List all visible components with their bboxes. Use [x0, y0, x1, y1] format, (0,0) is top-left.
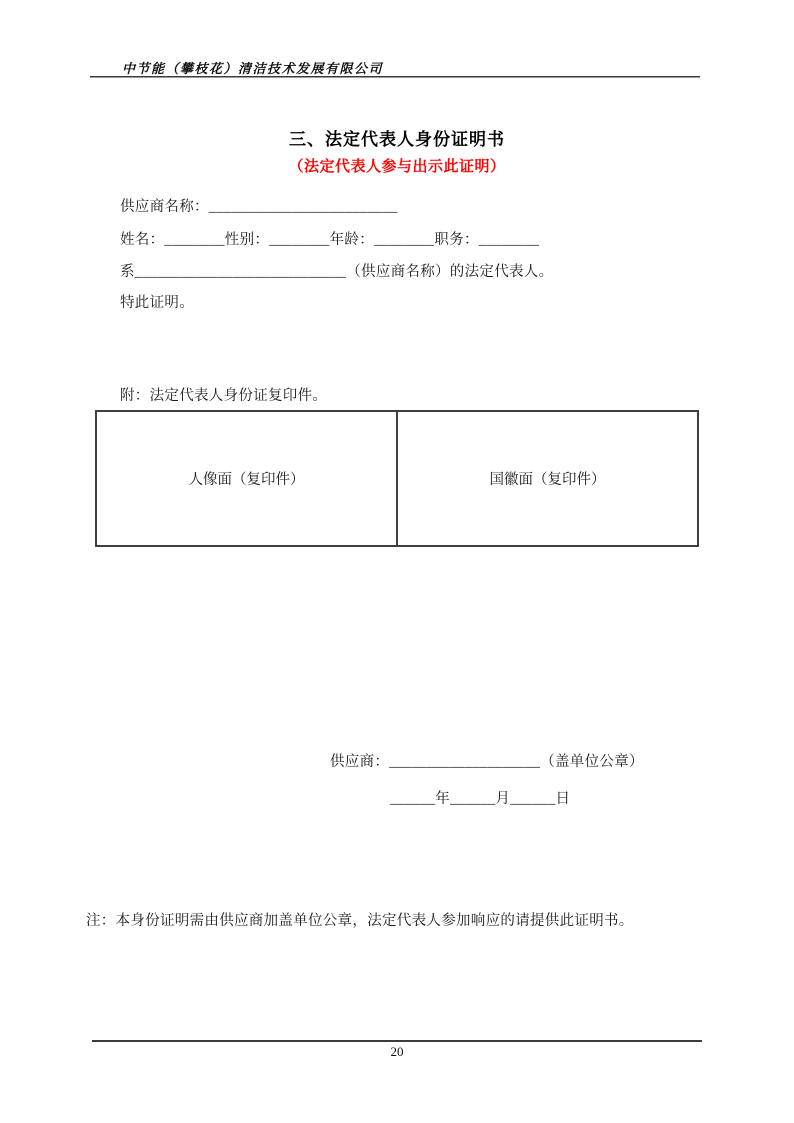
- document-title: 三、法定代表人身份证明书: [289, 130, 505, 149]
- footer-rule: [92, 1040, 702, 1042]
- supplier-signature-line: 供应商：____________________（盖单位公章）: [330, 754, 644, 770]
- note-line: 注：本身份证明需由供应商加盖单位公章，法定代表人参加响应的请提供此证明书。: [86, 913, 634, 929]
- header-company-name: 中节能（攀枝花）清洁技术发展有限公司: [122, 61, 384, 76]
- personal-info-line: 姓名：________性别：________年龄：________职务：________: [120, 232, 540, 248]
- document-subtitle: （法定代表人参与出示此证明）: [288, 158, 506, 175]
- id-box-portrait-cell: 人像面（复印件）: [97, 412, 398, 545]
- attachment-line: 附：法定代表人身份证复印件。: [120, 388, 328, 404]
- representative-line: 系____________________________（供应商名称）的法定代表人。: [120, 264, 554, 280]
- supplier-name-line: 供应商名称：_________________________: [120, 199, 398, 215]
- date-line: ______年______月______日: [390, 791, 571, 807]
- id-copy-box: [95, 410, 699, 547]
- hereby-certify-line: 特此证明。: [120, 295, 194, 311]
- page-number: 20: [390, 1044, 404, 1059]
- header-rule: [90, 76, 700, 78]
- id-box-emblem-cell: 国徽面（复印件）: [489, 472, 606, 488]
